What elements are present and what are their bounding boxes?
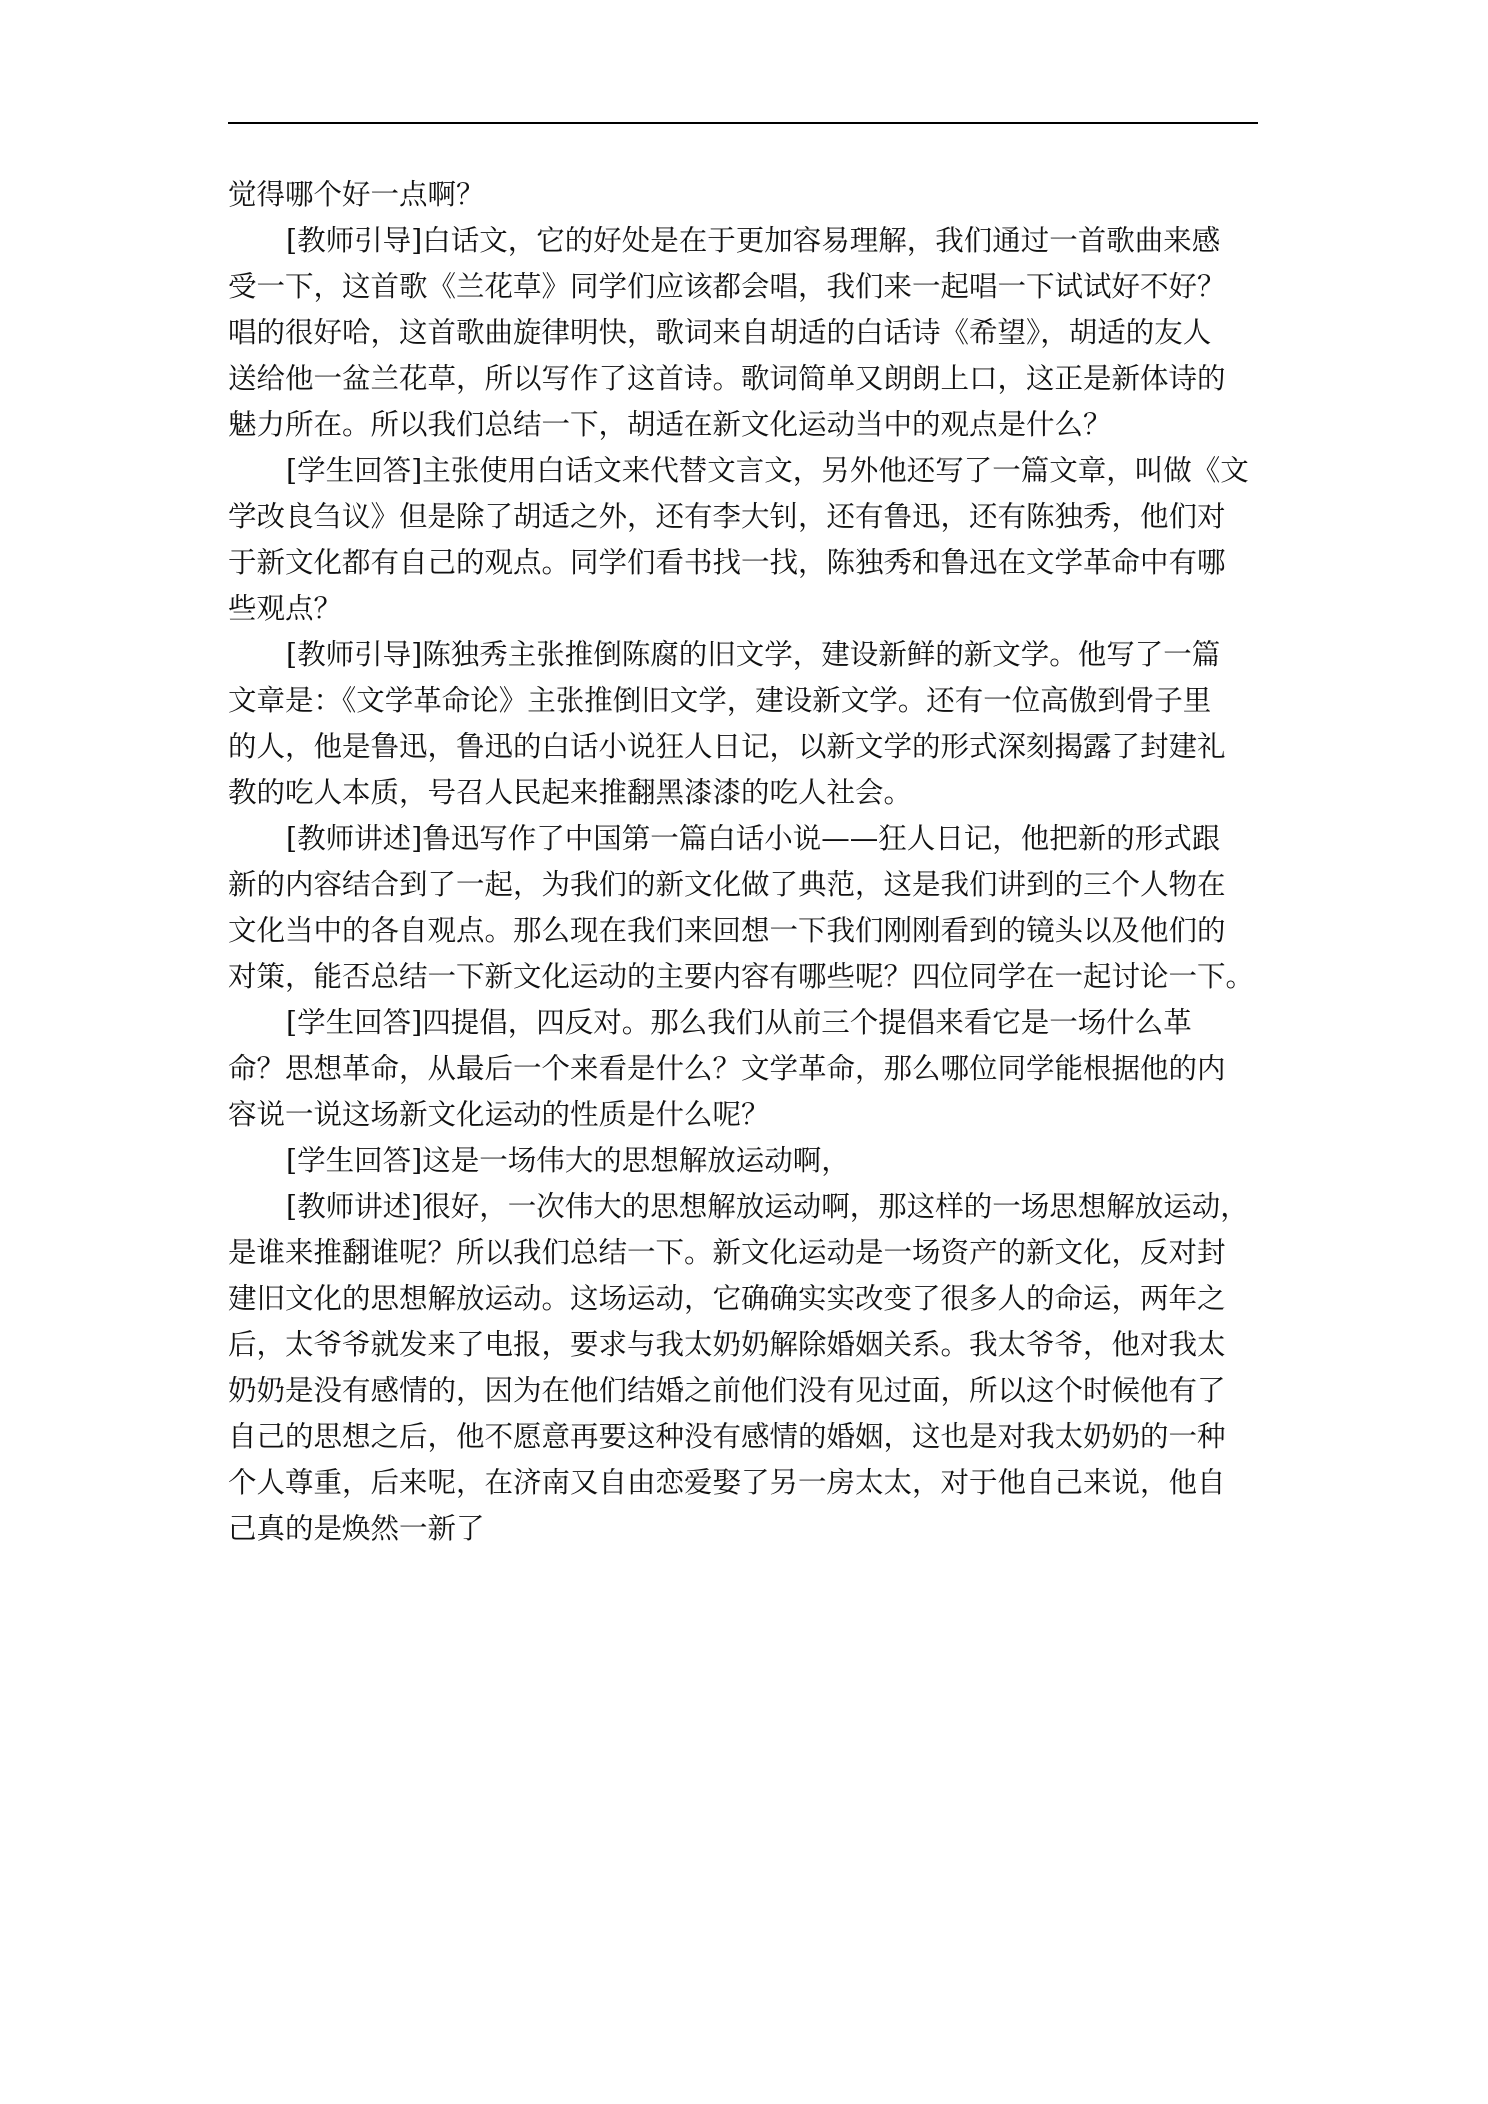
text-line: 些观点？ bbox=[228, 592, 343, 625]
text-line: 后，太爷爷就发来了电报，要求与我太奶奶解除婚姻关系。我太爷爷，他对我太 bbox=[228, 1328, 1226, 1361]
text-line: 送给他一盆兰花草，所以写作了这首诗。歌词简单又朗朗上口，这正是新体诗的 bbox=[228, 362, 1226, 395]
text-line: [学生回答]主张使用白话文来代替文言文，另外他还写了一篇文章，叫做《文 bbox=[286, 454, 1249, 487]
text-line: 唱的很好哈，这首歌曲旋律明快，歌词来自胡适的白话诗《希望》，胡适的友人 bbox=[228, 316, 1212, 349]
text-line: 觉得哪个好一点啊？ bbox=[228, 178, 485, 211]
text-line: [教师讲述]鲁迅写作了中国第一篇白话小说——狂人日记，他把新的形式跟 bbox=[286, 822, 1221, 855]
text-line: 于新文化都有自己的观点。同学们看书找一找，陈独秀和鲁迅在文学革命中有哪 bbox=[228, 546, 1226, 579]
text-line: 个人尊重，后来呢，在济南又自由恋爱娶了另一房太太，对于他自己来说，他自 bbox=[228, 1466, 1226, 1499]
text-line: 教的吃人本质，号召人民起来推翻黑漆漆的吃人社会。 bbox=[228, 776, 913, 809]
text-line: 奶奶是没有感情的，因为在他们结婚之前他们没有见过面，所以这个时候他有了 bbox=[228, 1374, 1226, 1407]
text-line: 己真的是焕然一新了 bbox=[228, 1512, 485, 1545]
text-line: 魅力所在。所以我们总结一下，胡适在新文化运动当中的观点是什么？ bbox=[228, 408, 1112, 441]
text-line: 新的内容结合到了一起，为我们的新文化做了典范，这是我们讲到的三个人物在 bbox=[228, 868, 1226, 901]
text-line: 文化当中的各自观点。那么现在我们来回想一下我们刚刚看到的镜头以及他们的 bbox=[228, 914, 1226, 947]
text-line: [学生回答]四提倡，四反对。那么我们从前三个提倡来看它是一场什么革 bbox=[286, 1006, 1192, 1039]
text-line: 建旧文化的思想解放运动。这场运动，它确确实实改变了很多人的命运，两年之 bbox=[228, 1282, 1226, 1315]
text-line: 命？思想革命，从最后一个来看是什么？文学革命，那么哪位同学能根据他的内 bbox=[228, 1052, 1226, 1085]
body-text bbox=[228, 172, 1258, 1552]
text-line: 是谁来推翻谁呢？所以我们总结一下。新文化运动是一场资产的新文化，反对封 bbox=[228, 1236, 1226, 1269]
text-line: 对策，能否总结一下新文化运动的主要内容有哪些呢？四位同学在一起讨论一下。 bbox=[228, 960, 1255, 993]
text-line: [教师讲述]很好，一次伟大的思想解放运动啊，那这样的一场思想解放运动， bbox=[286, 1190, 1249, 1223]
text-line: 的人，他是鲁迅，鲁迅的白话小说狂人日记，以新文学的形式深刻揭露了封建礼 bbox=[228, 730, 1226, 763]
text-line: [教师引导]白话文，它的好处是在于更加容易理解，我们通过一首歌曲来感 bbox=[286, 224, 1221, 257]
text-line: 受一下，这首歌《兰花草》同学们应该都会唱，我们来一起唱一下试试好不好？ bbox=[228, 270, 1226, 303]
text-line: 容说一说这场新文化运动的性质是什么呢？ bbox=[228, 1098, 770, 1131]
text-line: 自己的思想之后，他不愿意再要这种没有感情的婚姻，这也是对我太奶奶的一种 bbox=[228, 1420, 1226, 1453]
text-line: 文章是：《文学革命论》主张推倒旧文学，建设新文学。还有一位高傲到骨子里 bbox=[228, 684, 1212, 717]
text-line: [教师引导]陈独秀主张推倒陈腐的旧文学，建设新鲜的新文学。他写了一篇 bbox=[286, 638, 1221, 671]
text-line: [学生回答]这是一场伟大的思想解放运动啊， bbox=[286, 1144, 850, 1177]
header-rule bbox=[228, 122, 1258, 124]
text-line: 学改良刍议》但是除了胡适之外，还有李大钊，还有鲁迅，还有陈独秀，他们对 bbox=[228, 500, 1226, 533]
